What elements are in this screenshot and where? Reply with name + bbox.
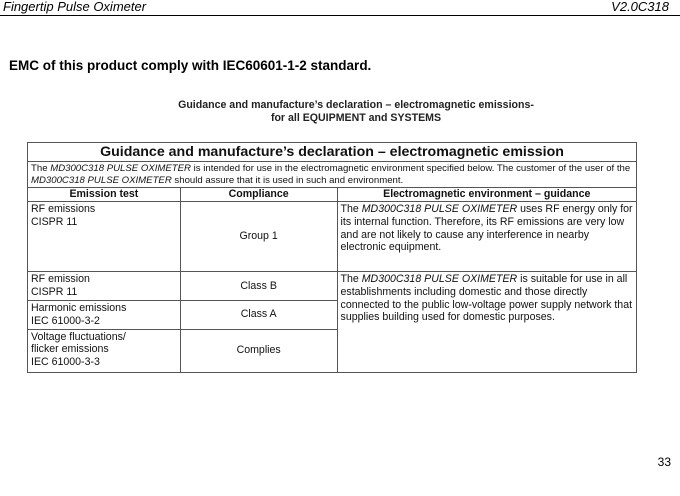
- emission-table: [27, 142, 637, 373]
- guidance-cell: [337, 202, 636, 272]
- column-header-guidance: Electromagnetic environment – guidance: [337, 188, 636, 202]
- compliance-cell: Complies: [180, 329, 337, 372]
- emission-test-cell: RF emission CISPR 11: [28, 272, 181, 301]
- compliance-cell: Group 1: [180, 202, 337, 272]
- emission-test-cell: Harmonic emissions IEC 61000-3-2: [28, 301, 181, 330]
- document-title: Fingertip Pulse Oximeter: [3, 0, 147, 14]
- intro-text-3: should assure that it is used in such and environment.: [171, 174, 404, 186]
- table-intro: [28, 162, 637, 188]
- page-number: 33: [657, 455, 671, 469]
- emission-test-cell: Voltage fluctuations/ flicker emissions IEC 61000-3-3: [28, 329, 181, 372]
- guidance-prefix: The: [340, 273, 362, 285]
- compliance-cell: Class B: [180, 272, 337, 301]
- column-header-compliance: Compliance: [180, 188, 337, 202]
- guidance-cell: [337, 272, 636, 373]
- table-row: [28, 272, 637, 301]
- table-title: Guidance and manufacture’s declaration – electromagnetic emission: [28, 143, 637, 162]
- compliance-cell: Class A: [180, 301, 337, 330]
- page-header: [0, 0, 680, 16]
- document-version: V2.0C318: [611, 0, 669, 14]
- figure-caption: [100, 99, 612, 125]
- emc-statement: EMC of this product comply with IEC60601-1-2 standard.: [9, 58, 372, 73]
- emission-test-cell: RF emissions CISPR 11: [28, 202, 181, 272]
- guidance-prefix: The: [340, 203, 362, 215]
- intro-text-2: is intended for use in the electromagnetic environment specified below. The customer of the user of the: [190, 163, 631, 174]
- guidance-model: MD300C318 PULSE OXIMETER: [361, 273, 518, 285]
- guidance-model: MD300C318 PULSE OXIMETER: [361, 203, 518, 215]
- figure-caption-line-2: for all EQUIPMENT and SYSTEMS: [270, 112, 442, 124]
- table-header-row: [28, 188, 637, 202]
- column-header-emission-test: Emission test: [28, 188, 181, 202]
- guidance-text: is suitable for use in all establishments including domestic and those directly connected to the public low-voltage power supply network that supplies building used for domestic purposes.: [340, 273, 633, 324]
- intro-model-2: MD300C318 PULSE OXIMETER: [31, 174, 172, 186]
- table-row: [28, 202, 637, 272]
- intro-text-1: The: [31, 163, 51, 174]
- figure-caption-line-1: Guidance and manufacture’s declaration – electromagnetic emissions-: [178, 99, 534, 111]
- intro-model-1: MD300C318 PULSE OXIMETER: [50, 163, 191, 174]
- guidance-text: uses RF energy only for its internal function. Therefore, its RF emissions are very low and are not likely to cause any interference in nearby electronic equipment.: [340, 203, 633, 254]
